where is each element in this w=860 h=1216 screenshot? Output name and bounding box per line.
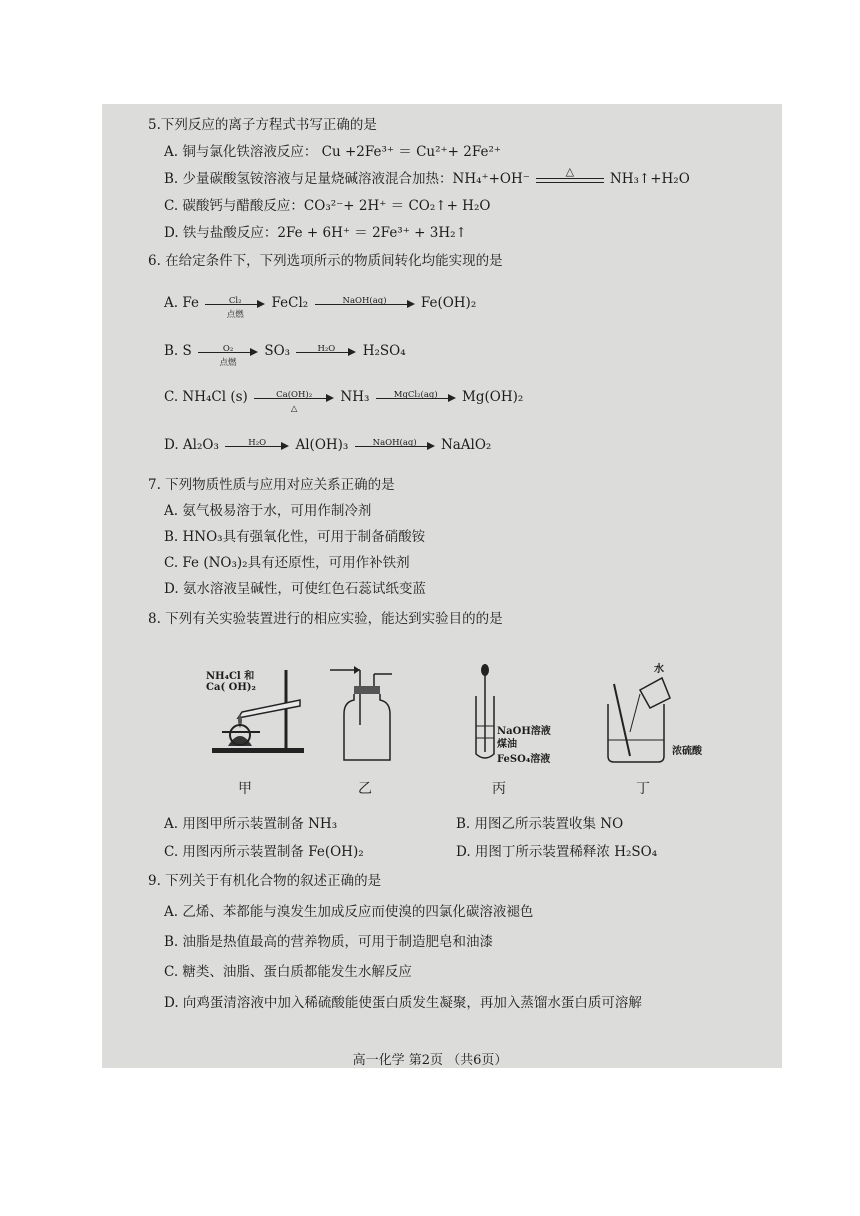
q6-d-end: NaAlO₂ — [440, 437, 492, 453]
q6-option-b — [164, 342, 406, 368]
q5-option-b — [164, 164, 690, 189]
arrow-label: MgCl₂(aq) — [393, 389, 438, 400]
arrow-label: O₂ — [222, 343, 234, 354]
stopper — [354, 686, 380, 694]
q8-option-b: B. 用图乙所示装置收集 NO — [456, 816, 624, 832]
apparatus-bing-figure — [470, 662, 500, 762]
reaction-arrow — [315, 295, 415, 313]
q9-stem: 9. 下列关于有机化合物的叙述正确的是 — [148, 873, 382, 889]
q6-d-mid: Al(OH)₃ — [295, 437, 349, 453]
q6-c-start: C. NH₄Cl (s) — [164, 389, 248, 405]
arrow-label: H₂O — [248, 437, 267, 448]
q5-b-suffix: NH₃↑+H₂O — [609, 171, 690, 187]
label-naoh: NaOH溶液 — [497, 726, 551, 737]
q6-a-mid: FeCl₂ — [271, 295, 309, 311]
q6-d-start: D. Al₂O₃ — [164, 437, 219, 453]
q5-option-a: A. 铜与氯化铁溶液反应： Cu +2Fe³⁺ ＝ Cu²⁺+ 2Fe²⁺ — [164, 144, 501, 160]
q6-a-end: Fe(OH)₂ — [420, 295, 477, 311]
arrow-label: Ca(OH)₂ — [276, 389, 313, 400]
caption-yi: 乙 — [358, 781, 372, 797]
q9-option-b: B. 油脂是热值最高的营养物质，可用于制造肥皂和油漆 — [164, 934, 494, 950]
q7-option-b: B. HNO₃具有强氧化性，可用于制备硝酸铵 — [164, 529, 426, 545]
q6-option-d — [164, 436, 491, 455]
q8-option-c: C. 用图丙所示装置制备 Fe(OH)₂ — [164, 844, 364, 860]
label-conc-h2so4: 浓硫酸 — [672, 746, 702, 757]
arrow-condition: 点燃 — [226, 309, 244, 320]
reaction-arrow — [205, 295, 265, 320]
apparatus-ding-figure — [600, 664, 680, 764]
reaction-arrow — [254, 389, 334, 414]
q6-option-c — [164, 388, 524, 414]
arrow-label: NaOH(aq) — [372, 437, 417, 448]
q5-stem: 5.下列反应的离子方程式书写正确的是 — [148, 117, 377, 133]
q8-stem: 8. 下列有关实验装置进行的相应实验，能达到实验目的的是 — [148, 611, 503, 627]
q9-option-d: D. 向鸡蛋清溶液中加入稀硫酸能使蛋白质发生凝聚，再加入蒸馏水蛋白质可溶解 — [164, 995, 642, 1011]
reaction-arrow — [355, 437, 435, 455]
q6-b-mid: SO₃ — [264, 343, 291, 359]
arrow-label: NaOH(aq) — [342, 295, 387, 306]
glass-rod — [614, 684, 630, 756]
q6-c-mid: NH₃ — [340, 389, 370, 405]
q6-b-end: H₂SO₄ — [362, 343, 406, 359]
label-kerosene: 煤油 — [497, 739, 517, 750]
dropper-bulb — [481, 664, 489, 676]
q9-option-c: C. 糖类、油脂、蛋白质都能发生水解反应 — [164, 964, 412, 980]
test-tube — [238, 700, 300, 718]
apparatus-yi-figure — [330, 660, 400, 765]
caption-jia: 甲 — [238, 781, 252, 797]
arrow-condition: 点燃 — [219, 357, 237, 368]
q7-option-d: D. 氨水溶液呈碱性，可使红色石蕊试纸变蓝 — [164, 581, 426, 597]
base-plate — [212, 748, 304, 753]
caption-ding: 丁 — [636, 781, 650, 797]
page-footer: 高一化学 第2页 （共6页） — [352, 1053, 508, 1068]
reaction-arrow — [376, 389, 456, 407]
pouring-cup — [640, 678, 670, 708]
label-nh4cl: NH₄Cl 和 — [206, 671, 255, 682]
q7-stem: 7. 下列物质性质与应用对应关系正确的是 — [148, 477, 395, 493]
q7-option-c: C. Fe (NO₃)₂具有还原性，可用作补铁剂 — [164, 555, 410, 571]
q8-option-a: A. 用图甲所示装置制备 NH₃ — [164, 816, 338, 832]
q5-option-d: D. 铁与盐酸反应：2Fe + 6H⁺ ＝ 2Fe³⁺ + 3H₂↑ — [164, 225, 467, 241]
reaction-arrow — [225, 437, 289, 455]
q6-a-start: A. Fe — [164, 295, 199, 311]
q8-option-d: D. 用图丁所示装置稀释浓 H₂SO₄ — [456, 844, 658, 860]
q9-option-a: A. 乙烯、苯都能与溴发生加成反应而使溴的四氯化碳溶液褪色 — [164, 904, 534, 920]
label-feso4: FeSO₄溶液 — [497, 754, 551, 765]
q6-b-start: B. S — [164, 343, 192, 359]
gas-bottle — [344, 694, 390, 760]
arrow-condition: △ — [290, 403, 298, 414]
q5-option-c: C. 碳酸钙与醋酸反应：CO₃²⁻+ 2H⁺ ＝ CO₂↑+ H₂O — [164, 198, 491, 214]
q6-stem: 6. 在给定条件下，下列选项所示的物质间转化均能实现的是 — [148, 253, 503, 269]
flow-arrow-icon — [354, 666, 360, 674]
q5-b-prefix: B. 少量碳酸氢铵溶液与足量烧碱溶液混合加热：NH₄⁺+OH⁻ — [164, 171, 530, 187]
water-stream — [630, 694, 640, 732]
q7-option-a: A. 氨气极易溶于水，可用作制冷剂 — [164, 503, 372, 519]
reaction-arrow — [296, 343, 356, 361]
heating-equals-sign — [536, 164, 604, 189]
arrow-label: H₂O — [317, 343, 336, 354]
caption-bing: 丙 — [492, 781, 506, 797]
label-water: 水 — [654, 664, 664, 675]
heat-symbol: △ — [565, 164, 575, 178]
arrow-label: Cl₂ — [228, 295, 242, 306]
q6-c-end: Mg(OH)₂ — [462, 389, 524, 405]
label-caoh2: Ca( OH)₂ — [206, 682, 256, 693]
q6-option-a — [164, 294, 477, 320]
reaction-arrow — [198, 343, 258, 368]
beaker — [608, 704, 664, 762]
